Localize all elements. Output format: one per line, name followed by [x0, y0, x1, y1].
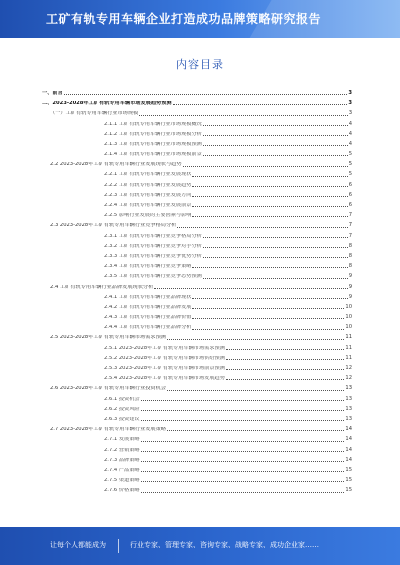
toc-leader-dots: [141, 461, 345, 462]
toc-entry-page: 8: [348, 263, 352, 270]
toc-entry[interactable]: [42, 463, 352, 473]
toc-entry[interactable]: [42, 208, 352, 218]
toc-entry-page: 13: [345, 415, 352, 422]
toc-entry-page: 11: [345, 334, 352, 341]
toc-entry-label: 2.3.5 工矿有轨专用车辆行业竞争态势预测: [104, 274, 202, 280]
toc-entry-page: 14: [345, 436, 352, 443]
toc-entry-label: 2.3.3 工矿有轨专用车辆行业竞争优势分析: [104, 253, 202, 259]
toc-entry-page: 6: [348, 202, 352, 209]
report-header-banner: [0, 0, 400, 38]
toc-entry-label: 2.2 2023-2028年工矿有轨专用车辆行业发展现状与趋势: [50, 162, 182, 168]
toc-entry-label: 2.4.3 工矿有轨专用车辆行业品牌价值: [104, 315, 192, 321]
toc-entry-page: 9: [348, 273, 352, 280]
toc-entry-page: 9: [348, 293, 352, 300]
toc-entry[interactable]: [42, 157, 352, 167]
report-title: 工矿有轨专用车辆企业打造成功品牌策略研究报告: [46, 12, 322, 26]
toc-entry[interactable]: [42, 361, 352, 371]
toc-entry-page: 11: [345, 344, 352, 351]
toc-entry[interactable]: [42, 147, 352, 157]
toc-entry-label: 2.6.2 投资风险: [104, 406, 140, 412]
footer-roles: 行业专家、管理专家、咨询专家、战略专家、成功企业家……: [130, 541, 319, 549]
toc-entry-page: 4: [348, 130, 352, 137]
toc-entry-label: 2.6 2023-2028年工矿有轨专用车辆行业投资机会: [50, 386, 166, 392]
toc-leader-dots: [203, 155, 348, 156]
toc-entry[interactable]: [42, 239, 352, 249]
toc-entry-label: 2.3.2 工矿有轨专用车辆行业竞争对手分析: [104, 243, 202, 249]
toc-entry[interactable]: [42, 137, 352, 147]
toc-entry-label: 2.7.1 发展策略: [104, 437, 140, 443]
toc-entry[interactable]: [42, 269, 352, 279]
toc-entry-page: 8: [348, 252, 352, 259]
toc-entry-page: 4: [348, 140, 352, 147]
toc-entry-label: 2.7.4 产品策略: [104, 467, 140, 473]
toc-entry-page: 5: [348, 171, 352, 178]
toc-leader-dots: [192, 318, 344, 319]
toc-leader-dots: [192, 298, 347, 299]
toc-leader-dots: [203, 145, 348, 146]
toc-entry-page: 14: [345, 426, 352, 433]
footer-banner: [0, 527, 400, 565]
toc-entry[interactable]: [42, 198, 352, 208]
table-of-contents: [42, 86, 352, 494]
toc-leader-dots: [192, 308, 344, 309]
toc-entry-label: 2.7.3 品牌策略: [104, 457, 140, 463]
toc-leader-dots: [203, 237, 348, 238]
toc-entry-page: 12: [345, 375, 352, 382]
toc-entry[interactable]: [42, 229, 352, 239]
toc-entry[interactable]: [42, 453, 352, 463]
toc-leader-dots: [141, 471, 345, 472]
toc-entry-page: 6: [348, 191, 352, 198]
toc-entry-label: 2.4.1 工矿有轨专用车辆行业品牌现状: [104, 294, 192, 300]
toc-entry-label: （一）工矿有轨专用车辆行业市场规模: [50, 111, 139, 117]
toc-entry-page: 5: [348, 161, 352, 168]
toc-entry-label: 2.6.3 投资建议: [104, 416, 140, 422]
toc-leader-dots: [141, 441, 345, 442]
toc-entry-label: 2.2.2 工矿有轨专用车辆行业发展趋势: [104, 182, 192, 188]
toc-entry[interactable]: [42, 473, 352, 483]
toc-entry-page: 9: [348, 283, 352, 290]
toc-leader-dots: [167, 430, 344, 431]
toc-entry[interactable]: [42, 483, 352, 493]
toc-leader-dots: [64, 94, 348, 95]
toc-entry-label: 2.6.1 投资机会: [104, 396, 140, 402]
toc-leader-dots: [192, 176, 347, 177]
toc-leader-dots: [183, 166, 348, 167]
toc-entry-page: 13: [345, 405, 352, 412]
toc-leader-dots: [139, 115, 347, 116]
toc-entry-label: 2.5.2 2023-2028年工矿有轨专用车辆市场供给预测: [104, 355, 225, 361]
toc-entry-label: 2.4.4 工矿有轨专用车辆行业品牌分析: [104, 325, 192, 331]
footer-divider: [118, 539, 119, 553]
toc-leader-dots: [226, 369, 344, 370]
toc-entry-page: 15: [345, 487, 352, 494]
toc-leader-dots: [141, 492, 345, 493]
toc-entry-page: 7: [348, 222, 352, 229]
toc-entry[interactable]: [42, 106, 352, 116]
toc-leader-dots: [141, 410, 345, 411]
toc-entry[interactable]: [42, 290, 352, 300]
toc-entry-label: 2.7.2 营销策略: [104, 447, 140, 453]
toc-entry-label: 2.5.3 2023-2028年工矿有轨专用车辆市场前景预测: [104, 366, 225, 372]
toc-entry-page: 3: [348, 100, 352, 107]
toc-leader-dots: [226, 359, 344, 360]
toc-entry-label: 2.4.2 工矿有轨专用车辆行业品牌发展: [104, 304, 192, 310]
toc-entry-page: 10: [345, 303, 352, 310]
toc-entry[interactable]: [42, 178, 352, 188]
toc-entry-page: 7: [348, 232, 352, 239]
toc-entry-page: 13: [345, 385, 352, 392]
toc-entry[interactable]: [42, 432, 352, 442]
toc-leader-dots: [203, 247, 348, 248]
toc-entry-label: 二、2023-2028年工矿有轨专用车辆市场发展趋势预测: [42, 101, 172, 107]
toc-leader-dots: [203, 125, 348, 126]
toc-leader-dots: [173, 104, 348, 105]
toc-entry-label: 2.2.1 工矿有轨专用车辆行业发展现状: [104, 172, 192, 178]
toc-entry-page: 15: [345, 477, 352, 484]
toc-leader-dots: [177, 227, 347, 228]
toc-leader-dots: [192, 196, 347, 197]
toc-leader-dots: [226, 349, 344, 350]
toc-entry-page: 11: [345, 354, 352, 361]
toc-entry-label: 一、前言: [42, 90, 63, 96]
footer-slogan: 让每个人都能成为: [50, 541, 106, 549]
toc-entry-label: 2.7 2023-2028年工矿有轨专用车辆行业发展策略: [50, 427, 166, 433]
toc-entry-label: 2.3.1 工矿有轨专用车辆行业竞争格局分析: [104, 233, 202, 239]
toc-entry-label: 2.5 2023-2028年工矿有轨专用车辆市场需求预测: [50, 335, 166, 341]
toc-entry-page: 13: [345, 395, 352, 402]
toc-entry[interactable]: [42, 310, 352, 320]
toc-entry-page: 10: [345, 314, 352, 321]
toc-entry-label: 2.5.1 2023-2028年工矿有轨专用车辆市场需求预测: [104, 345, 225, 351]
toc-leader-dots: [167, 339, 344, 340]
toc-leader-dots: [192, 329, 344, 330]
toc-leader-dots: [141, 481, 345, 482]
toc-leader-dots: [203, 278, 348, 279]
toc-leader-dots: [141, 400, 345, 401]
toc-entry[interactable]: [42, 351, 352, 361]
toc-entry-page: 12: [345, 365, 352, 372]
toc-entry-page: 4: [348, 120, 352, 127]
toc-entry[interactable]: [42, 218, 352, 228]
toc-entry[interactable]: [42, 259, 352, 269]
toc-entry-page: 15: [345, 466, 352, 473]
toc-entry[interactable]: [42, 249, 352, 259]
toc-entry-label: 2.7.6 价格策略: [104, 488, 140, 494]
toc-entry-page: 6: [348, 181, 352, 188]
toc-entry-label: 2.2.5 影响行业发展的主要因素与影响: [104, 213, 192, 219]
toc-entry-page: 14: [345, 456, 352, 463]
toc-entry[interactable]: [42, 402, 352, 412]
toc-entry-label: 2.2.4 工矿有轨专用车辆行业发展前景: [104, 203, 192, 209]
toc-leader-dots: [141, 420, 345, 421]
toc-entry-page: 3: [348, 110, 352, 117]
toc-leader-dots: [154, 288, 347, 289]
toc-entry[interactable]: [42, 168, 352, 178]
toc-entry-label: 2.2.3 工矿有轨专用车辆行业发展方向: [104, 192, 192, 198]
toc-entry-page: 14: [345, 446, 352, 453]
toc-entry[interactable]: [42, 422, 352, 432]
toc-entry[interactable]: [42, 320, 352, 330]
toc-entry[interactable]: [42, 86, 352, 96]
toc-leader-dots: [192, 206, 347, 207]
toc-entry[interactable]: [42, 117, 352, 127]
toc-entry-page: 7: [348, 212, 352, 219]
toc-heading: 内容目录: [176, 58, 224, 71]
toc-entry[interactable]: [42, 443, 352, 453]
toc-entry[interactable]: [42, 371, 352, 381]
toc-entry-label: 2.1.3 工矿有轨专用车辆行业市场规模预测: [104, 141, 202, 147]
toc-entry[interactable]: [42, 127, 352, 137]
toc-entry-label: 2.5.4 2023-2028年工矿有轨专用车辆市场发展趋势: [104, 376, 225, 382]
toc-entry[interactable]: [42, 188, 352, 198]
toc-entry-page: 8: [348, 242, 352, 249]
toc-entry-page: 10: [345, 324, 352, 331]
toc-entry-page: 3: [348, 89, 352, 96]
toc-entry[interactable]: [42, 412, 352, 422]
toc-entry[interactable]: [42, 280, 352, 290]
toc-entry-label: 2.7.5 渠道策略: [104, 478, 140, 484]
toc-leader-dots: [141, 451, 345, 452]
toc-leader-dots: [192, 216, 347, 217]
toc-entry-label: 2.3 2023-2028年工矿有轨专用车辆行业竞争格局分析: [50, 223, 177, 229]
toc-entry-label: 2.1.2 工矿有轨专用车辆行业市场规模分析: [104, 131, 202, 137]
toc-entry[interactable]: [42, 392, 352, 402]
toc-entry[interactable]: [42, 300, 352, 310]
toc-entry[interactable]: [42, 381, 352, 391]
toc-entry[interactable]: [42, 331, 352, 341]
toc-entry-label: 2.4 工矿有轨专用车辆行业品牌发展现状分析: [50, 284, 154, 290]
toc-entry-label: 2.1.1 工矿有轨专用车辆行业市场规模概况: [104, 121, 202, 127]
toc-leader-dots: [192, 267, 347, 268]
toc-leader-dots: [167, 390, 344, 391]
toc-leader-dots: [203, 257, 348, 258]
toc-entry-label: 2.1.4 工矿有轨专用车辆行业市场规模前景: [104, 152, 202, 158]
toc-entry-label: 2.3.4 工矿有轨专用车辆行业竞争策略: [104, 264, 192, 270]
toc-entry[interactable]: [42, 341, 352, 351]
toc-entry-page: 5: [348, 151, 352, 158]
toc-entry[interactable]: [42, 96, 352, 106]
toc-leader-dots: [192, 186, 347, 187]
toc-leader-dots: [226, 379, 344, 380]
toc-leader-dots: [203, 135, 348, 136]
